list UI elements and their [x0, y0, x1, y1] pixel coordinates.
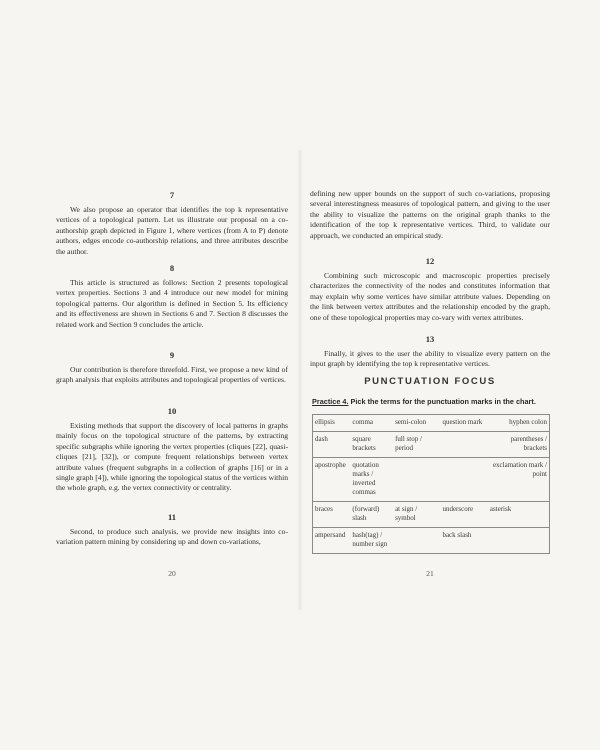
practice-instruction: [312, 397, 552, 406]
table-cell: back slash: [440, 528, 487, 554]
section-8: [56, 263, 288, 330]
table-cell: semi-colon: [393, 415, 440, 432]
section-12: [310, 256, 550, 323]
paragraph-number: 11: [167, 512, 177, 522]
punctuation-table: [312, 414, 550, 554]
paragraph-text: This article is structured as follows: Section 2 presents topological vertex properties. Sections 3 and 4 introduce our new model for mining topological patterns. Our algorithm is defined in Section 5. Its efficiency and its effectiveness are shown in Sections 6 and 7. Section 8 discusses the related work and Section 9 concludes the article.: [56, 278, 288, 329]
left-page: [56, 0, 288, 750]
paragraph-number: 9: [169, 350, 175, 360]
table-row: [313, 432, 550, 458]
table-row: [313, 528, 550, 554]
table-cell: apostrophe: [313, 458, 351, 502]
table-row: [313, 415, 550, 432]
table-row: [313, 458, 550, 502]
paragraph-number: 13: [425, 334, 435, 344]
table-cell: full stop / period: [393, 432, 440, 458]
section-13: [310, 334, 550, 370]
table-cell: braces: [313, 502, 351, 528]
paragraph-number: 10: [167, 406, 177, 416]
table-cell: square brackets: [350, 432, 393, 458]
page-number: 20: [168, 569, 176, 578]
paragraph-text: Combining such microscopic and macroscopic properties precisely characterizes the connectivity of the nodes and constitutes information that may explain why some vertices have similar attribute values. Depending on the link between vertex attributes and the relationship encoded by the graph, one of these topological properties may co-vary with vertex attributes.: [310, 271, 550, 322]
paragraph-text: defining new upper bounds on the support of such co-variations, proposing several interestingness measures of topological pattern, and giving to the user the ability to visualize the patterns on the original graph thanks to the identification of the top k representative vertices. Third, to validate our approach, we conducted an empirical study.: [310, 189, 550, 240]
paragraph-number: 7: [169, 190, 175, 200]
table-cell: question mark: [440, 415, 487, 432]
table-cell: [440, 458, 487, 502]
page-number: 21: [426, 569, 434, 578]
section-7: [56, 190, 288, 257]
section-11: [56, 512, 288, 548]
paragraph-text: Existing methods that support the discovery of local patterns in graphs mainly focus on the topological structure of the patterns, by extracting specific subgraphs while ignoring the vertex properties (cliques [22], quasi-cliques [21], [32]), or compute frequent relationships between vertex attribute values (frequent subgraphs in a collection of graphs [16] or in a single graph [4]), while ignoring the topological status of the vertices within the whole graph, e.g. the vertex connectivity or centrality.: [56, 421, 288, 493]
table-cell: [488, 528, 550, 554]
table-cell: hash(tag) / number sign: [350, 528, 393, 554]
paragraph-number: 12: [425, 256, 435, 266]
table-cell: underscore: [440, 502, 487, 528]
right-page: [310, 0, 550, 750]
table-cell: parentheses / brackets: [488, 432, 550, 458]
table-cell: [440, 432, 487, 458]
focus-title: PUNCTUATION FOCUS: [364, 376, 496, 387]
table-cell: asterisk: [488, 502, 550, 528]
section-9: [56, 350, 288, 386]
continuation: [310, 189, 550, 241]
table-cell: [393, 458, 440, 502]
table-cell: dash: [313, 432, 351, 458]
table-cell: ampersand: [313, 528, 351, 554]
paragraph-text: Finally, it gives to the user the ability to visualize every pattern on the input graph by identifying the top k representative vertices.: [310, 349, 550, 369]
table-cell: ellipsis: [313, 415, 351, 432]
paragraph-text: Our contribution is therefore threefold. First, we propose a new kind of graph analysis that exploits attributes and topological properties of vertices.: [56, 365, 288, 385]
table-row: [313, 502, 550, 528]
table-cell: [393, 528, 440, 554]
table-cell: quotation marks / inverted commas: [350, 458, 393, 502]
table-cell: comma: [350, 415, 393, 432]
practice-text: Pick the terms for the punctuation marks in the chart.: [348, 397, 536, 406]
paragraph-text: Second, to produce such analysis, we provide new insights into co-variation pattern mining by considering up and down co-variations,: [56, 527, 288, 547]
table-cell: (forward) slash: [350, 502, 393, 528]
book-gutter: [297, 150, 303, 610]
section-10: [56, 406, 288, 494]
paragraph-text: We also propose an operator that identifies the top k representative vertices of a topological pattern. Let us illustrate our proposal on a co-authorship graph depicted in Figure 1, where vertices (from A to P) denote authors, edges encode co-authorship relations, and three attributes describe the author.: [56, 205, 288, 256]
practice-label: Practice 4.: [312, 397, 349, 406]
table-cell: hyphen colon: [488, 415, 550, 432]
table-cell: exclamation mark / point: [488, 458, 550, 502]
table-cell: at sign / symbol: [393, 502, 440, 528]
paragraph-number: 8: [169, 263, 175, 273]
